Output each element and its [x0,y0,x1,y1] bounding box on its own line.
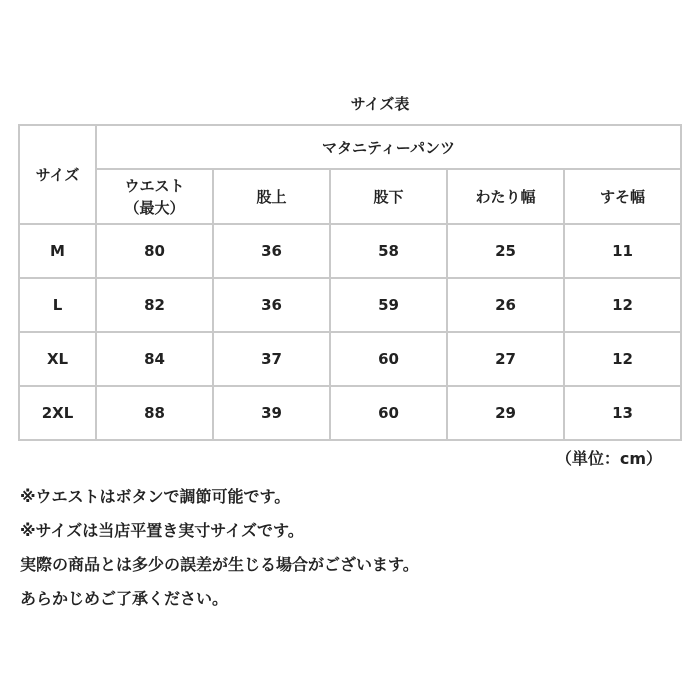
note-line: あらかじめご了承ください。 [20,589,229,608]
note-line: 実際の商品とは多少の誤差が生じる場合がございます。 [20,555,419,574]
column-header-label: 股上 [256,187,287,206]
table-cell: 84 [96,332,213,386]
column-header-inseam [330,169,447,224]
column-header-label: すそ幅 [600,187,646,206]
table-cell: 39 [213,386,330,440]
size-label: 2XL [19,386,96,440]
table-cell: 36 [213,224,330,278]
column-header-waist [96,169,213,224]
table-cell: 88 [96,386,213,440]
table-row [19,332,681,386]
size-label: M [19,224,96,278]
column-header-thigh-width [447,169,564,224]
table-cell: 80 [96,224,213,278]
table-row [19,386,681,440]
unit-label: （単位：cm） [555,449,662,468]
table-row [19,278,681,332]
table-cell: 27 [447,332,564,386]
table-cell: 37 [213,332,330,386]
table-cell: 58 [330,224,447,278]
column-header-sublabel: （最大） [124,198,185,217]
column-header-rise [213,169,330,224]
column-header-label: わたり幅 [475,187,536,206]
table-column-header-row [19,169,681,224]
table-cell: 12 [564,332,681,386]
column-header-label: ウエスト [124,176,185,195]
table-cell: 82 [96,278,213,332]
table-cell: 25 [447,224,564,278]
table-cell: 60 [330,332,447,386]
note-line: ※ウエストはボタンで調節可能です。 [20,487,291,506]
table-cell: 12 [564,278,681,332]
size-label: L [19,278,96,332]
table-cell: 59 [330,278,447,332]
size-table [18,124,682,441]
note-line: ※サイズは当店平置き実寸サイズです。 [20,521,304,540]
table-cell: 29 [447,386,564,440]
table-cell: 26 [447,278,564,332]
size-column-header: サイズ [19,125,96,224]
column-header-hem-width [564,169,681,224]
table-cell: 60 [330,386,447,440]
size-label: XL [19,332,96,386]
column-header-label: 股下 [373,187,404,206]
notes [20,480,419,616]
page-title: サイズ表 [350,95,410,113]
table-group-header-row [19,125,681,169]
product-group-header: マタニティーパンツ [96,125,681,169]
table-row [19,224,681,278]
table-cell: 36 [213,278,330,332]
table-cell: 13 [564,386,681,440]
table-cell: 11 [564,224,681,278]
